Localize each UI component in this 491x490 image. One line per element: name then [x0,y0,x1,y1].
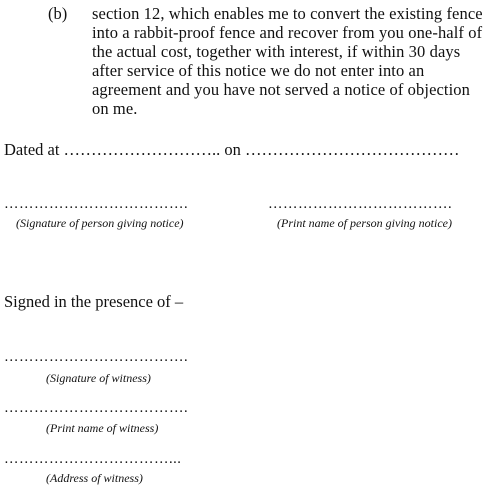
witness-heading: Signed in the presence of – [4,292,184,311]
print-name-dotted-line: ………………………………. [268,196,453,212]
witness-address-caption: (Address of witness) [46,471,143,485]
signature-dotted-line: ………………………………. [4,196,189,212]
witness-signature-caption: (Signature of witness) [46,371,151,385]
paragraph-line: agreement and you have not served a notice of objection [92,80,470,99]
witness-signature-dotted-line: ………………………………. [4,349,189,365]
print-name-caption: (Print name of person giving notice) [277,216,452,230]
paragraph-line: into a rabbit-proof fence and recover from you one-half of [92,23,483,42]
witness-address-dotted-line: ……………………………... [4,451,182,467]
dated-line: Dated at ……………………….. on ………………………………… [4,140,460,159]
witness-name-caption: (Print name of witness) [46,421,159,435]
signature-caption: (Signature of person giving notice) [16,216,184,230]
paragraph-line: the actual cost, together with interest, if within 30 days [92,42,461,61]
paragraph-line: on me. [92,99,138,118]
paragraph-line: after service of this notice we do not enter into an [92,61,425,80]
witness-name-dotted-line: ………………………………. [4,400,189,416]
paragraph-line: section 12, which enables me to convert the existing fence [92,4,483,23]
paragraph-label: (b) [48,4,68,23]
